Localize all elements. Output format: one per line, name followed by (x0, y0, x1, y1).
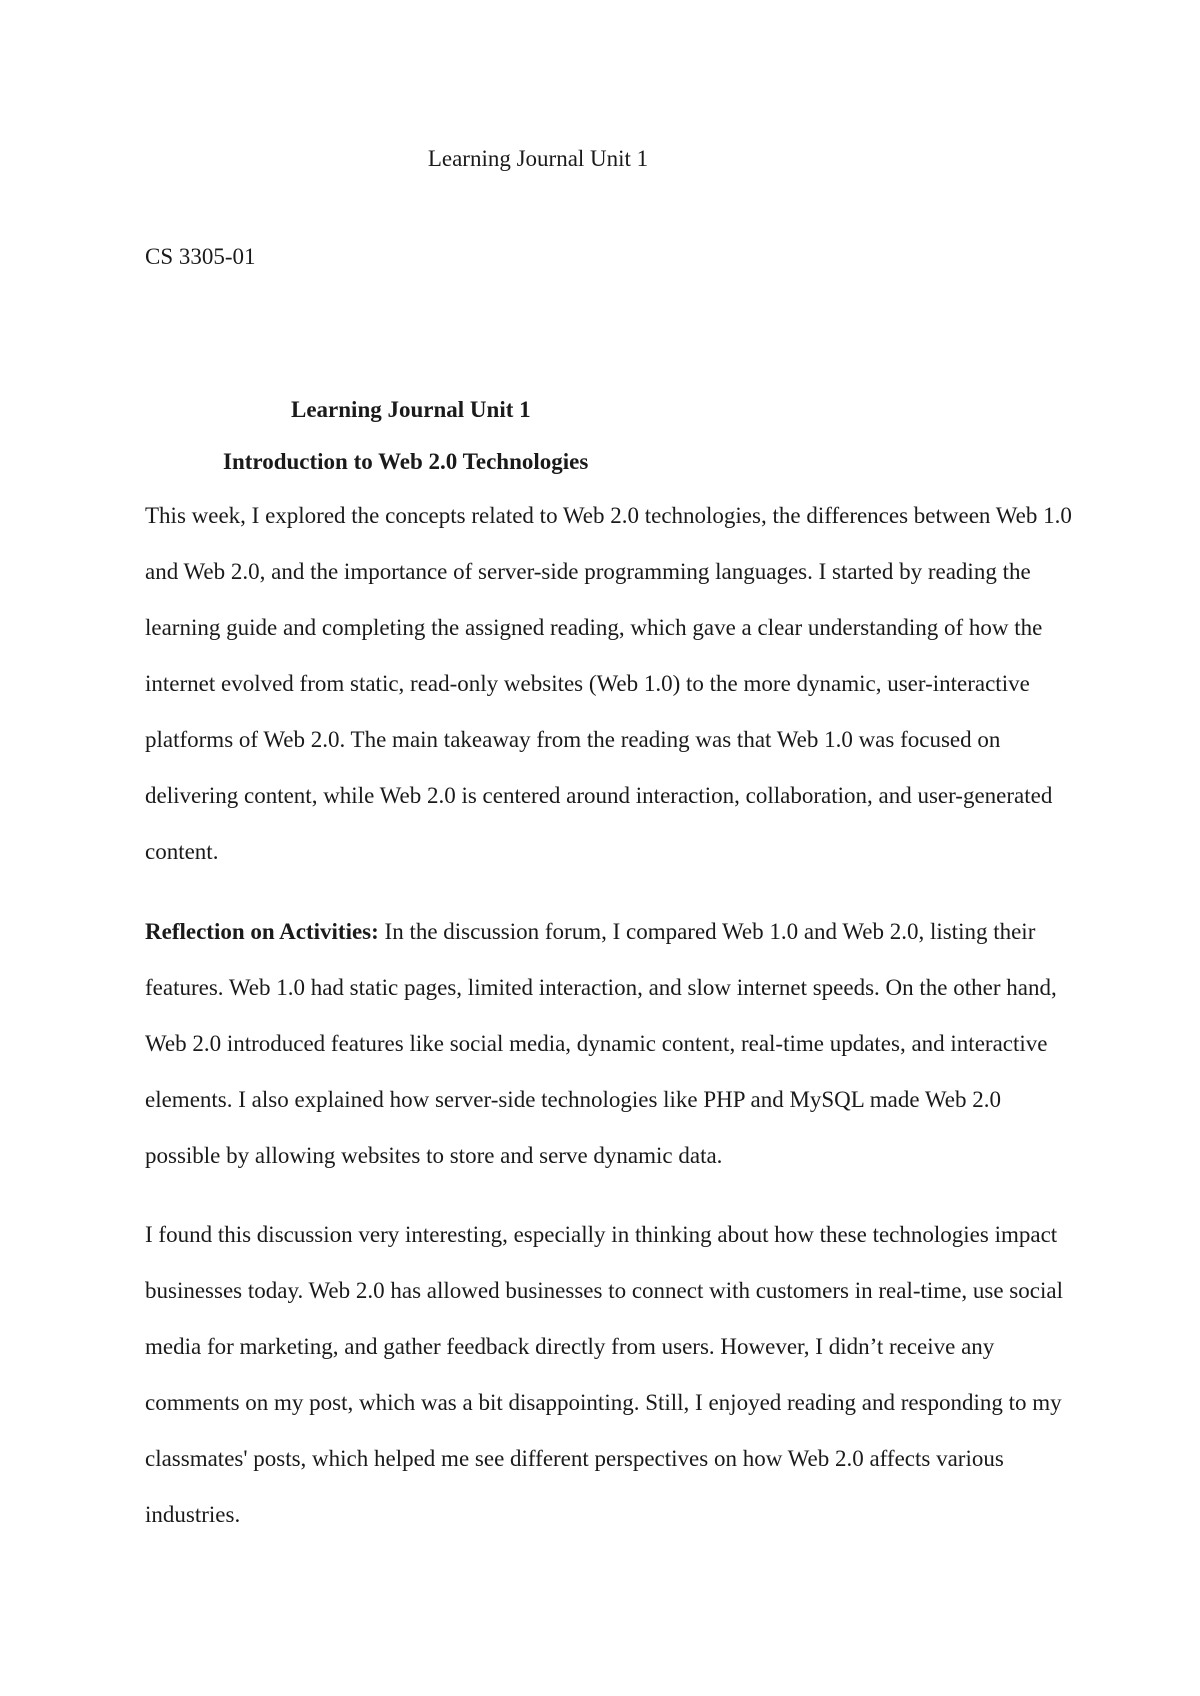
document-title: Learning Journal Unit 1 (291, 397, 531, 422)
document-subtitle: Introduction to Web 2.0 Technologies (223, 449, 589, 474)
reflection-paragraph (145, 904, 1075, 1184)
header-title: Learning Journal Unit 1 (427, 146, 649, 171)
course-code: CS 3305-01 (145, 244, 256, 269)
reflection-body: In the discussion forum, I compared Web 1.0 and Web 2.0, listing their features. Web 1.0 had static pages, limited interaction, and slow internet speeds. On the other hand, Web 2.0 introduced features like social media, dynamic content, real-time updates, and interactive elements. I also explained how server-side technologies like PHP and MySQL made Web 2.0 possible by allowing websites to store and serve dynamic data. (145, 919, 1057, 1168)
discussion-paragraph: I found this discussion very interesting, especially in thinking about how these technologies impact businesses today. Web 2.0 has allowed businesses to connect with customers in real-time, use social media for marketing, and gather feedback directly from users. However, I didn’t receive any comments on my post, which was a bit disappointing. Still, I enjoyed reading and responding to my classmates' posts, which helped me see different perspectives on how Web 2.0 affects various industries. (145, 1222, 1063, 1527)
reflection-lead: Reflection on Activities: (145, 919, 379, 944)
intro-paragraph: This week, I explored the concepts related to Web 2.0 technologies, the differences between Web 1.0 and Web 2.0, and the importance of server-side programming languages. I started by reading the learning guide and completing the assigned reading, which gave a clear understanding of how the internet evolved from static, read-only websites (Web 1.0) to the more dynamic, user-interactive platforms of Web 2.0. The main takeaway from the reading was that Web 1.0 was focused on delivering content, while Web 2.0 is centered around interaction, collaboration, and user-generated content. (145, 503, 1072, 864)
